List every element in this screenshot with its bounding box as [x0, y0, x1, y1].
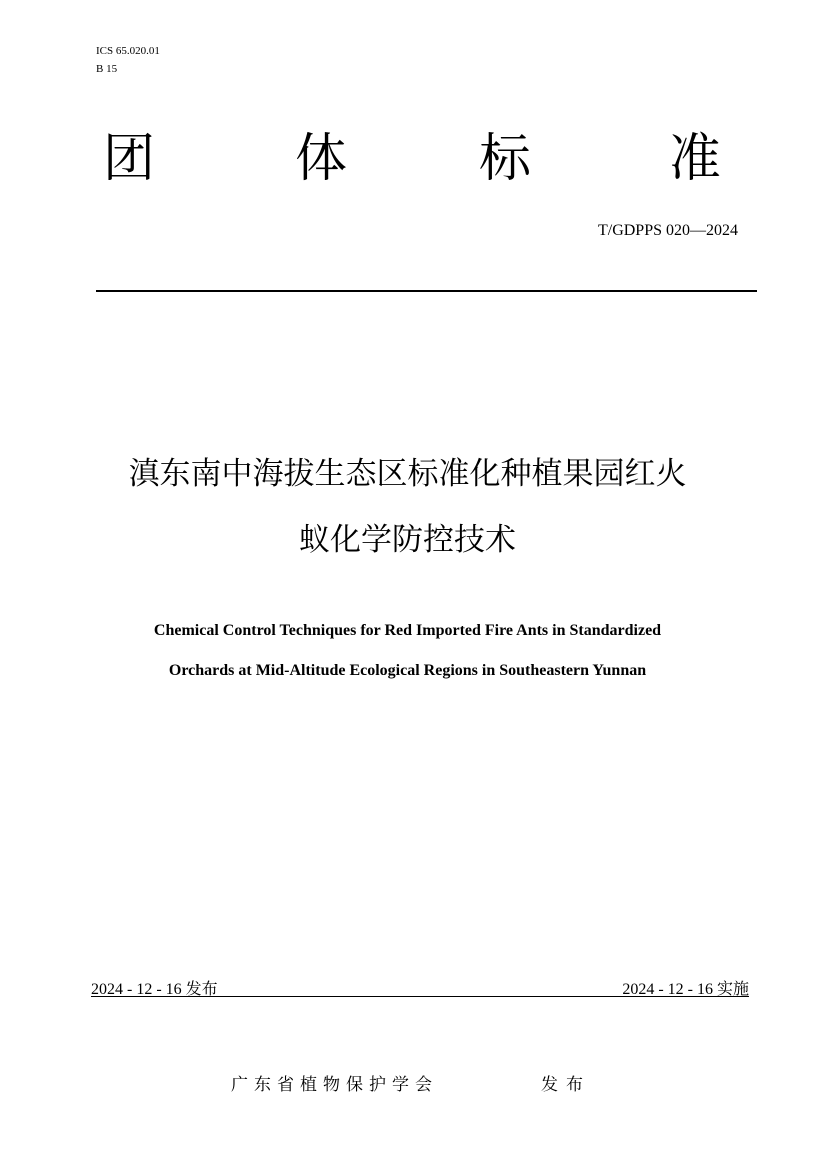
issuing-organization: 广东省植物保护学会 [231, 1075, 438, 1095]
classification-code: B 15 [96, 63, 118, 75]
publish-date: 2024 - 12 - 16 发布 [91, 981, 218, 998]
heading-char-4: 准 [669, 129, 722, 189]
english-title-line-2: Orchards at Mid-Altitude Ecological Regions in Southeastern Yunnan [168, 662, 647, 679]
ics-code: ICS 65.020.01 [96, 45, 160, 57]
english-title-line-1: Chemical Control Techniques for Red Imported Fire Ants in Standardized [153, 622, 662, 639]
header-divider [96, 290, 757, 292]
chinese-title-line-2: 蚁化学防控技术 [299, 522, 516, 558]
standard-number: T/GDPPS 020—2024 [597, 222, 738, 239]
heading-char-2: 体 [295, 129, 348, 189]
issue-label: 发布 [541, 1075, 591, 1095]
date-divider [91, 996, 749, 997]
heading-char-1: 团 [103, 129, 156, 189]
implement-date: 2024 - 12 - 16 实施 [622, 981, 749, 998]
document-type-heading [103, 126, 733, 192]
chinese-title-line-1: 滇东南中海拔生态区标准化种植果园红火 [128, 456, 687, 492]
heading-char-3: 标 [479, 129, 532, 189]
